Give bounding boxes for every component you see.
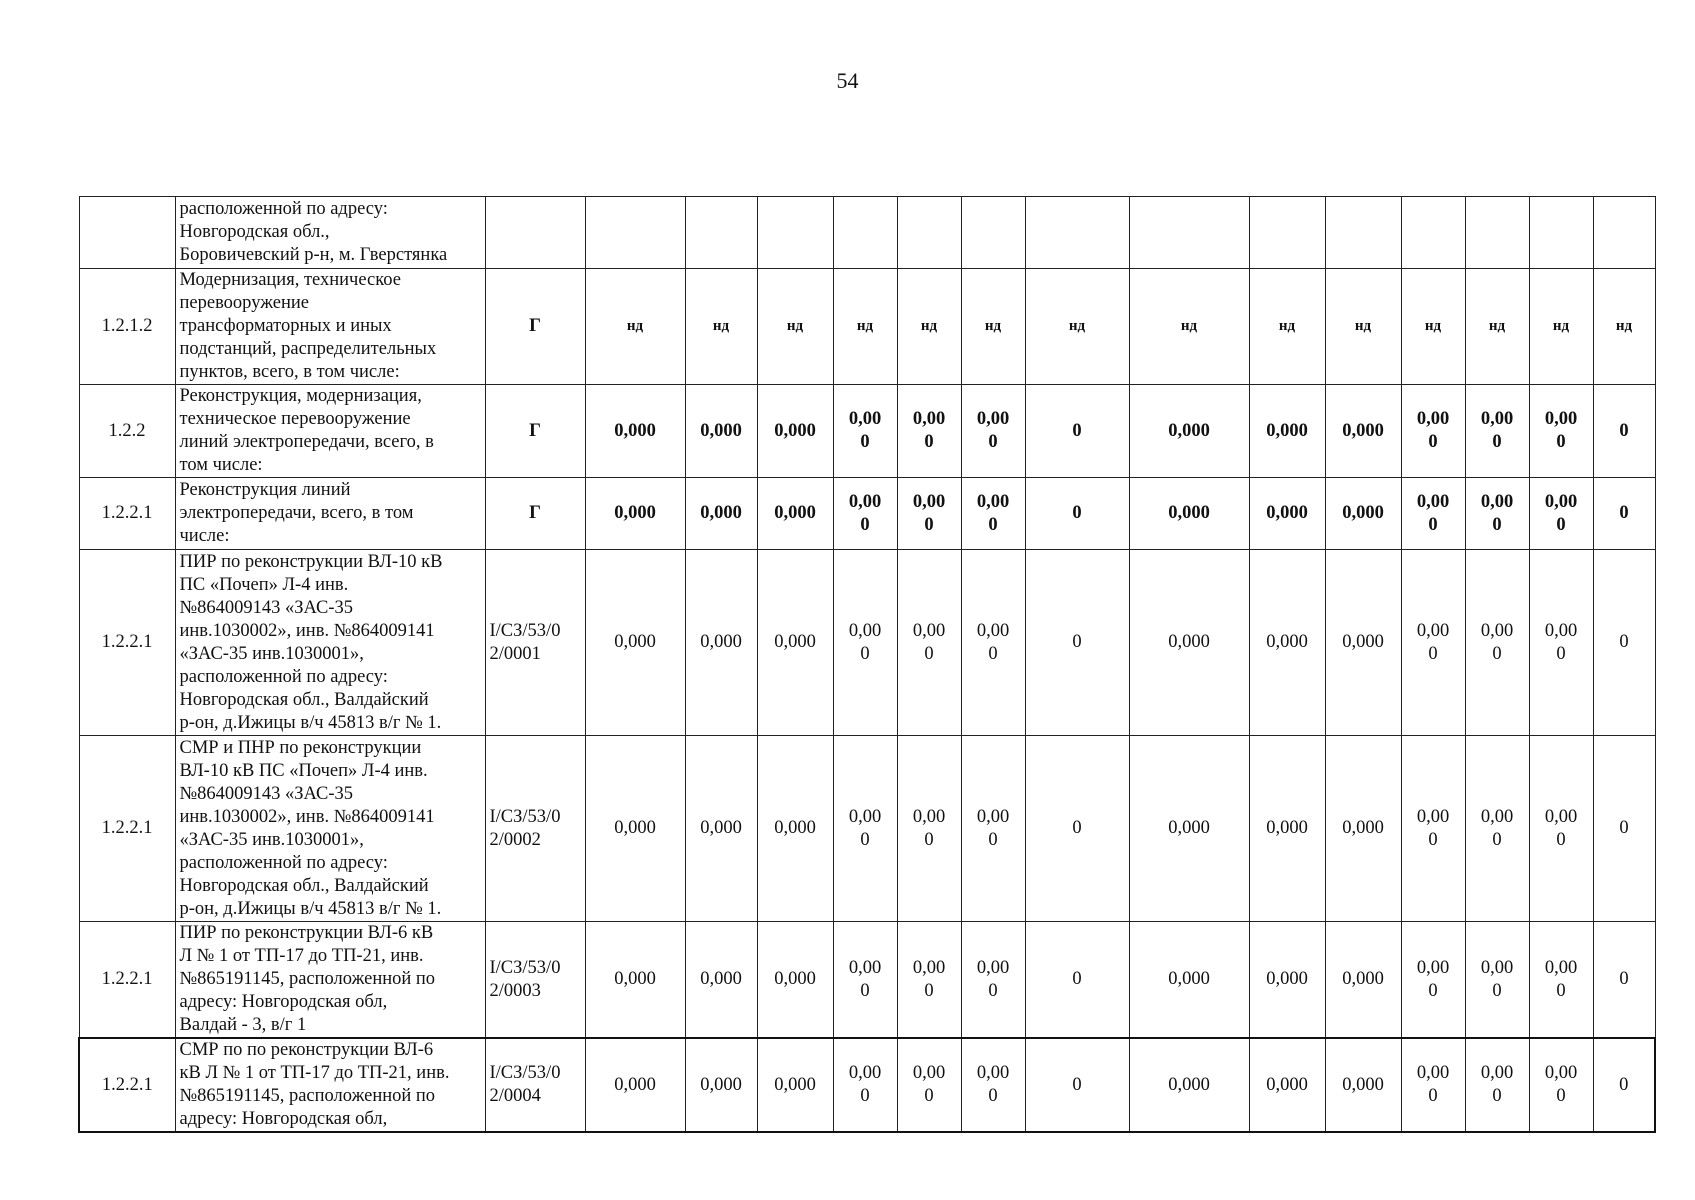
row-code-cell xyxy=(485,269,585,385)
value-cell xyxy=(897,478,961,550)
value-cell: 0 xyxy=(1593,922,1655,1039)
value-part: 0,00 xyxy=(1480,806,1514,827)
value-cell: 0,000 xyxy=(1249,922,1325,1039)
value-cell xyxy=(961,478,1025,550)
value-part: 0 xyxy=(988,643,998,664)
name-line: Боровичевский р-н, м. Гверстянка xyxy=(179,245,448,265)
name-line: ВЛ-10 кВ ПС «Почеп» Л-4 инв. xyxy=(179,760,428,781)
table-row xyxy=(79,1038,1655,1132)
value-cell: 0,000 xyxy=(585,385,685,478)
value-cell: 0,000 xyxy=(757,1038,833,1132)
row-number-cell: 1.2.2.1 xyxy=(79,736,175,922)
value-part: 0 xyxy=(1428,980,1438,1001)
value-cell: 0,000 xyxy=(757,385,833,478)
table-row xyxy=(79,550,1655,736)
value-cell xyxy=(1129,197,1249,269)
value-cell: 0,000 xyxy=(685,385,757,478)
value-cell xyxy=(961,736,1025,922)
name-line: ПИР по реконструкции ВЛ-10 кВ xyxy=(179,551,443,572)
name-line: ПИР по реконструкции ВЛ-6 кВ xyxy=(179,923,434,943)
value-cell xyxy=(1401,550,1465,736)
value-cell xyxy=(833,197,897,269)
value-cell xyxy=(1325,197,1401,269)
code-line: I/СЗ/53/0 xyxy=(489,957,561,978)
name-line: Реконструкция линий xyxy=(179,480,351,500)
row-name-cell xyxy=(175,736,485,922)
value-cell: 0,000 xyxy=(757,478,833,550)
value-part: 0,00 xyxy=(976,806,1010,827)
name-line: №864009143 «ЗАС-35 xyxy=(179,783,353,804)
value-cell: 0,000 xyxy=(1249,550,1325,736)
value-cell: нд xyxy=(757,269,833,385)
value-part: 0,00 xyxy=(848,957,882,978)
row-code-cell xyxy=(485,385,585,478)
value-part: 0 xyxy=(988,1086,998,1106)
value-cell xyxy=(833,1038,897,1132)
value-cell: 0 xyxy=(1025,385,1129,478)
value-part: 0 xyxy=(1428,514,1438,535)
name-line: Л № 1 от ТП-17 до ТП-21, инв. xyxy=(179,946,424,966)
value-cell: 0,000 xyxy=(1129,922,1249,1039)
value-cell: 0,000 xyxy=(1129,385,1249,478)
value-part: 0 xyxy=(1492,643,1502,664)
value-part: 0 xyxy=(1492,1086,1502,1106)
value-part: 0,00 xyxy=(912,957,946,978)
value-cell xyxy=(897,385,961,478)
value-part: 0,00 xyxy=(1480,491,1514,512)
value-part: 0 xyxy=(860,980,870,1001)
value-part: 0,00 xyxy=(912,1063,946,1083)
value-part: 0 xyxy=(1428,829,1438,850)
code-line: Г xyxy=(529,503,541,523)
value-cell xyxy=(897,736,961,922)
value-cell xyxy=(1465,550,1529,736)
value-part: 0 xyxy=(1428,1086,1438,1106)
value-cell xyxy=(1529,922,1593,1039)
value-part: 0 xyxy=(1556,829,1566,850)
value-part: 0 xyxy=(924,432,934,452)
value-cell xyxy=(1025,197,1129,269)
table-row xyxy=(79,478,1655,550)
row-code-cell xyxy=(485,550,585,736)
value-cell xyxy=(1401,736,1465,922)
value-cell: нд xyxy=(1025,269,1129,385)
value-cell: 0 xyxy=(1593,736,1655,922)
value-part: 0,00 xyxy=(976,957,1010,978)
value-cell xyxy=(685,197,757,269)
code-line: I/СЗ/53/0 xyxy=(489,620,561,641)
name-line: «ЗАС-35 инв.1030001», xyxy=(179,829,364,850)
name-line: пунктов, всего, в том числе: xyxy=(179,362,400,382)
name-line: р-он, д.Ижицы в/ч 45813 в/г № 1. xyxy=(179,712,442,733)
value-cell xyxy=(1529,478,1593,550)
table-row xyxy=(79,269,1655,385)
value-part: 0,00 xyxy=(1544,409,1578,429)
value-cell: 0,000 xyxy=(1325,1038,1401,1132)
value-cell: 0,000 xyxy=(757,922,833,1039)
value-cell xyxy=(1529,550,1593,736)
value-part: 0 xyxy=(1492,432,1502,452)
value-cell xyxy=(833,385,897,478)
value-part: 0 xyxy=(1556,1086,1566,1106)
table-row xyxy=(79,385,1655,478)
table-row xyxy=(79,736,1655,922)
value-part: 0,00 xyxy=(912,491,946,512)
value-cell: 0 xyxy=(1593,1038,1655,1132)
name-line: техническое перевооружение xyxy=(179,409,411,429)
value-part: 0 xyxy=(1556,980,1566,1001)
name-line: Реконструкция, модернизация, xyxy=(179,386,422,406)
value-cell: нд xyxy=(585,269,685,385)
value-cell: 0 xyxy=(1025,736,1129,922)
value-cell: 0 xyxy=(1025,1038,1129,1132)
value-part: 0,00 xyxy=(848,491,882,512)
value-cell xyxy=(1529,385,1593,478)
value-cell: нд xyxy=(685,269,757,385)
value-cell: 0,000 xyxy=(585,736,685,922)
value-part: 0,00 xyxy=(912,620,946,641)
row-number-cell: 1.2.2.1 xyxy=(79,478,175,550)
value-part: 0,00 xyxy=(848,409,882,429)
row-name-cell xyxy=(175,922,485,1039)
name-line: №865191145, расположенной по xyxy=(179,1086,436,1106)
row-code-cell xyxy=(485,478,585,550)
value-part: 0,00 xyxy=(1544,1063,1578,1083)
value-part: 0 xyxy=(1492,514,1502,535)
row-number-cell: 1.2.1.2 xyxy=(79,269,175,385)
value-cell xyxy=(1401,922,1465,1039)
value-cell xyxy=(1465,922,1529,1039)
value-part: 0,00 xyxy=(1416,491,1450,512)
value-cell: 0,000 xyxy=(757,550,833,736)
value-cell: нд xyxy=(1465,269,1529,385)
name-line: Валдай - 3, в/г 1 xyxy=(179,1015,307,1035)
value-cell: 0,000 xyxy=(1129,736,1249,922)
value-part: 0,00 xyxy=(848,806,882,827)
table-row xyxy=(79,197,1655,269)
value-part: 0 xyxy=(924,514,934,535)
code-line: 2/0004 xyxy=(489,1086,541,1106)
value-cell xyxy=(833,736,897,922)
value-part: 0 xyxy=(1428,432,1438,452)
value-cell xyxy=(1465,478,1529,550)
code-line: Г xyxy=(529,316,541,336)
value-part: 0,00 xyxy=(1480,957,1514,978)
name-line: СМР и ПНР по реконструкции xyxy=(179,737,422,758)
name-line: расположенной по адресу: xyxy=(179,666,388,687)
value-cell xyxy=(1529,736,1593,922)
value-part: 0,00 xyxy=(1416,409,1450,429)
value-part: 0,00 xyxy=(976,409,1010,429)
value-cell: 0,000 xyxy=(1325,385,1401,478)
name-line: «ЗАС-35 инв.1030001», xyxy=(179,643,364,664)
value-part: 0,00 xyxy=(1544,620,1578,641)
value-part: 0,00 xyxy=(1480,1063,1514,1083)
value-cell: 0,000 xyxy=(1129,550,1249,736)
value-part: 0 xyxy=(1556,432,1566,452)
value-cell xyxy=(897,550,961,736)
name-line: Новгородская обл., Валдайский xyxy=(179,875,429,896)
value-cell xyxy=(1401,197,1465,269)
value-cell xyxy=(1465,1038,1529,1132)
value-part: 0 xyxy=(988,980,998,1001)
value-cell: 0 xyxy=(1593,385,1655,478)
value-cell: 0,000 xyxy=(685,922,757,1039)
code-line: 2/0003 xyxy=(489,980,541,1001)
code-line: I/СЗ/53/0 xyxy=(489,1063,561,1083)
value-cell xyxy=(961,550,1025,736)
value-cell: 0,000 xyxy=(1129,478,1249,550)
value-part: 0 xyxy=(924,643,934,664)
value-part: 0,00 xyxy=(848,1063,882,1083)
value-cell: 0,000 xyxy=(1325,550,1401,736)
value-part: 0 xyxy=(860,514,870,535)
value-cell xyxy=(897,922,961,1039)
value-cell: 0 xyxy=(1025,478,1129,550)
row-number-cell: 1.2.2 xyxy=(79,385,175,478)
value-part: 0 xyxy=(1492,980,1502,1001)
value-cell: 0,000 xyxy=(1325,736,1401,922)
code-line: 2/0002 xyxy=(489,829,541,850)
row-number-cell: 1.2.2.1 xyxy=(79,1038,175,1132)
value-cell: 0,000 xyxy=(585,922,685,1039)
row-code-cell xyxy=(485,922,585,1039)
name-line: Новгородская обл., xyxy=(179,222,330,242)
row-number-cell: 1.2.2.1 xyxy=(79,550,175,736)
row-number-cell: 1.2.2.1 xyxy=(79,922,175,1039)
value-cell: 0,000 xyxy=(1249,478,1325,550)
value-cell xyxy=(897,197,961,269)
name-line: том числе: xyxy=(179,455,263,475)
name-line: перевооружение xyxy=(179,293,309,313)
value-part: 0 xyxy=(860,432,870,452)
name-line: ПС «Почеп» Л-4 инв. xyxy=(179,574,349,595)
value-part: 0,00 xyxy=(912,806,946,827)
value-part: 0 xyxy=(1428,643,1438,664)
value-cell: нд xyxy=(1529,269,1593,385)
row-name-cell xyxy=(175,1038,485,1132)
name-line: инв.1030002», инв. №864009141 xyxy=(179,806,435,827)
value-cell xyxy=(961,385,1025,478)
name-line: СМР по по реконструкции ВЛ-6 xyxy=(179,1040,434,1060)
name-line: инв.1030002», инв. №864009141 xyxy=(179,620,435,641)
value-cell xyxy=(897,1038,961,1132)
name-line: числе: xyxy=(179,526,230,546)
value-cell: нд xyxy=(961,269,1025,385)
name-line: Новгородская обл., Валдайский xyxy=(179,689,429,710)
value-cell: 0,000 xyxy=(1325,922,1401,1039)
value-cell xyxy=(1529,1038,1593,1132)
value-cell xyxy=(961,922,1025,1039)
value-cell: 0 xyxy=(1025,922,1129,1039)
value-part: 0,00 xyxy=(1544,957,1578,978)
value-cell xyxy=(1401,385,1465,478)
value-part: 0 xyxy=(988,432,998,452)
value-part: 0,00 xyxy=(976,1063,1010,1083)
value-cell: нд xyxy=(833,269,897,385)
row-code-cell xyxy=(485,1038,585,1132)
value-part: 0 xyxy=(860,1086,870,1106)
row-name-cell xyxy=(175,550,485,736)
value-cell xyxy=(1249,197,1325,269)
value-cell xyxy=(833,550,897,736)
name-line: №865191145, расположенной по xyxy=(179,969,436,989)
page-number: 54 xyxy=(836,68,859,93)
value-cell: 0,000 xyxy=(685,736,757,922)
value-cell: 0 xyxy=(1025,550,1129,736)
value-cell: 0,000 xyxy=(585,1038,685,1132)
value-cell: 0,000 xyxy=(1249,1038,1325,1132)
name-line: кВ Л № 1 от ТП-17 до ТП-21, инв. xyxy=(179,1063,450,1083)
table-row xyxy=(79,922,1655,1039)
value-cell xyxy=(1465,385,1529,478)
value-cell: 0,000 xyxy=(1249,736,1325,922)
value-part: 0 xyxy=(860,643,870,664)
value-cell xyxy=(1401,1038,1465,1132)
value-part: 0,00 xyxy=(1416,1063,1450,1083)
value-cell xyxy=(961,197,1025,269)
value-part: 0 xyxy=(1556,643,1566,664)
value-cell: 0 xyxy=(1593,550,1655,736)
value-cell: 0,000 xyxy=(757,736,833,922)
value-part: 0,00 xyxy=(1480,409,1514,429)
name-line: линий электропередачи, всего, в xyxy=(179,432,434,452)
value-cell: нд xyxy=(1593,269,1655,385)
value-part: 0 xyxy=(988,514,998,535)
value-part: 0,00 xyxy=(848,620,882,641)
value-cell xyxy=(1593,197,1655,269)
name-line: адресу: Новгородская обл, xyxy=(179,992,388,1012)
value-cell: нд xyxy=(1401,269,1465,385)
value-cell: 0,000 xyxy=(685,478,757,550)
value-part: 0 xyxy=(988,829,998,850)
row-name-cell xyxy=(175,269,485,385)
value-part: 0,00 xyxy=(912,409,946,429)
value-cell: нд xyxy=(1325,269,1401,385)
value-part: 0,00 xyxy=(1480,620,1514,641)
value-part: 0 xyxy=(1556,514,1566,535)
value-part: 0,00 xyxy=(1416,957,1450,978)
value-cell: 0,000 xyxy=(585,478,685,550)
name-line: Модернизация, техническое xyxy=(179,270,401,290)
value-cell: 0,000 xyxy=(1325,478,1401,550)
code-line: I/СЗ/53/0 xyxy=(489,806,561,827)
value-cell: нд xyxy=(1249,269,1325,385)
value-cell: 0 xyxy=(1593,478,1655,550)
value-cell xyxy=(1465,197,1529,269)
value-cell xyxy=(833,478,897,550)
name-line: электропередачи, всего, в том xyxy=(179,503,414,523)
value-part: 0 xyxy=(924,829,934,850)
row-code-cell xyxy=(485,197,585,269)
name-line: р-он, д.Ижицы в/ч 45813 в/г № 1. xyxy=(179,898,442,919)
name-line: адресу: Новгородская обл, xyxy=(179,1109,388,1129)
value-part: 0,00 xyxy=(1544,806,1578,827)
value-cell xyxy=(961,1038,1025,1132)
value-part: 0,00 xyxy=(1416,806,1450,827)
value-cell: 0,000 xyxy=(1129,1038,1249,1132)
value-part: 0 xyxy=(924,1086,934,1106)
code-line: Г xyxy=(529,420,541,441)
name-line: №864009143 «ЗАС-35 xyxy=(179,597,353,618)
value-cell xyxy=(1529,197,1593,269)
value-part: 0 xyxy=(924,980,934,1001)
code-line: 2/0001 xyxy=(489,643,541,664)
value-part: 0,00 xyxy=(1544,491,1578,512)
name-line: подстанций, распределительных xyxy=(179,339,437,359)
name-line: расположенной по адресу: xyxy=(179,852,388,873)
row-name-cell xyxy=(175,385,485,478)
value-cell: нд xyxy=(897,269,961,385)
row-name-cell xyxy=(175,197,485,269)
value-part: 0 xyxy=(860,829,870,850)
value-cell: 0,000 xyxy=(685,550,757,736)
value-part: 0,00 xyxy=(1416,620,1450,641)
value-part: 0,00 xyxy=(976,620,1010,641)
value-part: 0,00 xyxy=(976,491,1010,512)
value-cell xyxy=(757,197,833,269)
value-cell: нд xyxy=(1129,269,1249,385)
value-cell: 0,000 xyxy=(1249,385,1325,478)
name-line: расположенной по адресу: xyxy=(179,199,388,219)
investment-table xyxy=(78,196,1656,1133)
value-cell xyxy=(1465,736,1529,922)
value-part: 0 xyxy=(1492,829,1502,850)
row-code-cell xyxy=(485,736,585,922)
value-cell xyxy=(585,197,685,269)
value-cell: 0,000 xyxy=(685,1038,757,1132)
row-name-cell xyxy=(175,478,485,550)
value-cell xyxy=(1401,478,1465,550)
value-cell: 0,000 xyxy=(585,550,685,736)
row-number-cell xyxy=(79,197,175,269)
name-line: трансформаторных и иных xyxy=(179,316,392,336)
value-cell xyxy=(833,922,897,1039)
